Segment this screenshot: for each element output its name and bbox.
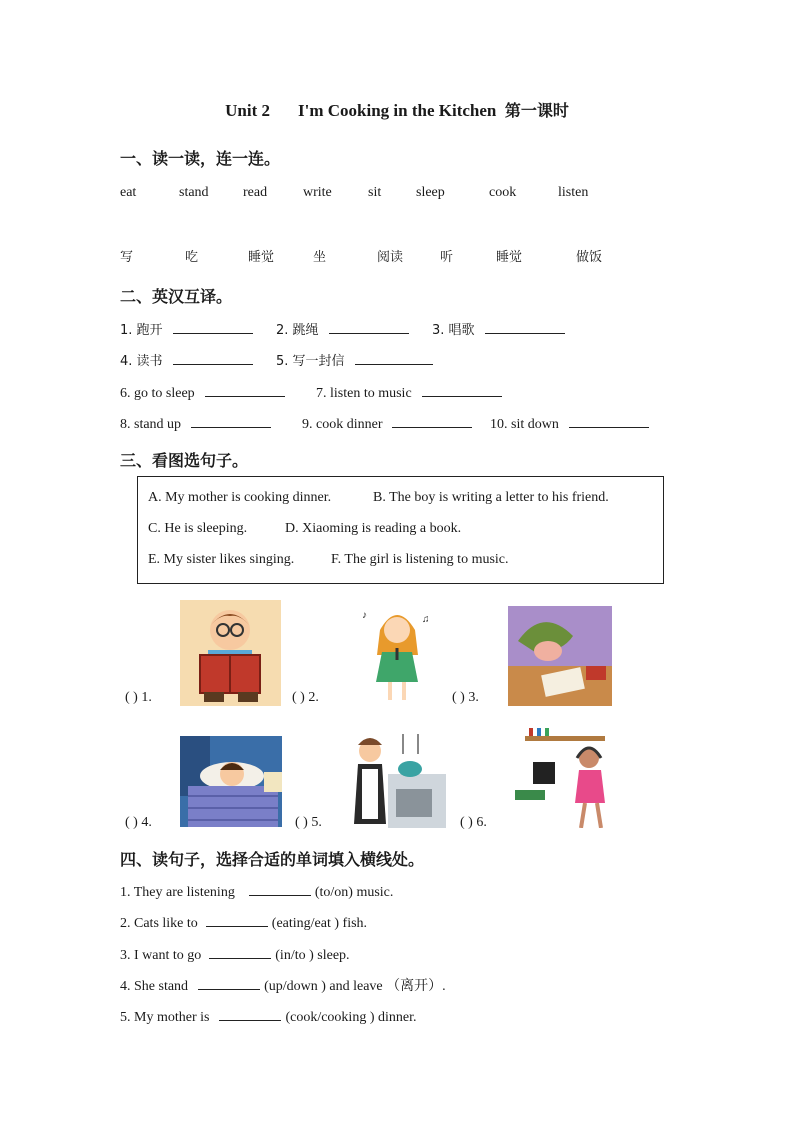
translate-item: 4. 读书 xyxy=(120,350,257,370)
answer-paren[interactable]: ( ) 4. xyxy=(125,815,152,830)
title-lesson: I'm Cooking in the Kitchen xyxy=(298,101,497,120)
translate-item: 1. 跑开 xyxy=(120,319,257,339)
answer-paren[interactable]: ( ) 3. xyxy=(452,690,479,705)
svg-text:♫: ♫ xyxy=(422,614,430,625)
boy-sleeping-picture xyxy=(180,736,282,827)
cn-word: 睡觉 xyxy=(496,250,523,265)
option-b: B. The boy is writing a letter to his friend. xyxy=(373,490,609,505)
en-word: listen xyxy=(558,185,589,200)
option-a: A. My mother is cooking dinner. xyxy=(148,490,332,505)
en-word: sit xyxy=(368,185,382,200)
option-d: D. Xiaoming is reading a book. xyxy=(285,521,462,536)
answer-blank[interactable] xyxy=(422,382,502,397)
girl-singing-picture xyxy=(360,600,435,706)
answer-blank[interactable] xyxy=(191,413,271,428)
cn-word: 阅读 xyxy=(377,250,404,265)
boy-writing-picture xyxy=(508,606,612,706)
answer-blank[interactable] xyxy=(485,319,565,334)
answer-blank[interactable] xyxy=(173,350,253,365)
answer-blank[interactable] xyxy=(209,944,271,959)
cn-word: 坐 xyxy=(313,250,327,265)
en-word: sleep xyxy=(416,185,445,200)
fill-sentence: 5. My mother is (cook/cooking ) dinner. xyxy=(120,1006,416,1026)
fill-sentence: 1. They are listening (to/on) music. xyxy=(120,881,393,901)
cn-word: 睡觉 xyxy=(248,250,275,265)
translate-item: 8. stand up xyxy=(120,413,275,433)
title-period: 第一课时 xyxy=(504,101,569,120)
answer-blank[interactable] xyxy=(198,975,260,990)
translate-item: 10. sit down xyxy=(490,413,653,433)
cn-word: 听 xyxy=(440,250,454,265)
fill-sentence: 2. Cats like to (eating/eat ) fish. xyxy=(120,912,367,932)
fill-sentence: 3. I want to go (in/to ) sleep. xyxy=(120,944,350,964)
girl-listening-picture xyxy=(515,728,612,828)
answer-paren[interactable]: ( ) 2. xyxy=(292,690,319,705)
title-unit: Unit 2 xyxy=(225,101,270,120)
answer-paren[interactable]: ( ) 6. xyxy=(460,815,487,830)
answer-blank[interactable] xyxy=(173,319,253,334)
option-f: F. The girl is listening to music. xyxy=(331,552,509,567)
cn-word: 吃 xyxy=(185,250,199,265)
translate-item: 3. 唱歌 xyxy=(432,319,569,339)
en-word: read xyxy=(243,185,268,200)
cn-word: 做饭 xyxy=(576,250,603,265)
answer-blank[interactable] xyxy=(392,413,472,428)
cn-word: 写 xyxy=(120,250,134,265)
answer-blank[interactable] xyxy=(249,881,311,896)
answer-blank[interactable] xyxy=(205,382,285,397)
en-word: stand xyxy=(179,185,209,200)
answer-blank[interactable] xyxy=(355,350,433,365)
svg-text:♪: ♪ xyxy=(362,610,367,621)
section1-heading: 一、读一读，连一连。 xyxy=(120,149,281,168)
answer-blank[interactable] xyxy=(329,319,409,334)
en-word: eat xyxy=(120,185,137,200)
section4-heading: 四、读句子，选择合适的单词填入横线处。 xyxy=(120,850,425,869)
boy-reading-picture xyxy=(180,600,281,706)
en-word: cook xyxy=(489,185,517,200)
option-e: E. My sister likes singing. xyxy=(148,552,295,567)
translate-item: 7. listen to music xyxy=(316,382,506,402)
mother-cooking-picture xyxy=(348,729,446,828)
answer-blank[interactable] xyxy=(206,912,268,927)
fill-sentence: 4. She stand (up/down ) and leave （离开）. xyxy=(120,975,446,995)
translate-item: 9. cook dinner xyxy=(302,413,476,433)
section2-heading: 二、英汉互译。 xyxy=(120,287,233,306)
en-word: write xyxy=(303,185,332,200)
section3-heading: 三、看图选句子。 xyxy=(120,451,249,470)
answer-blank[interactable] xyxy=(569,413,649,428)
translate-item: 2. 跳绳 xyxy=(276,319,413,339)
option-c: C. He is sleeping. xyxy=(148,521,248,536)
translate-item: 5. 写一封信 xyxy=(276,350,437,370)
page-title xyxy=(0,98,794,121)
answer-paren[interactable]: ( ) 5. xyxy=(295,815,322,830)
answer-paren[interactable]: ( ) 1. xyxy=(125,690,152,705)
answer-blank[interactable] xyxy=(219,1006,281,1021)
translate-item: 6. go to sleep xyxy=(120,382,289,402)
